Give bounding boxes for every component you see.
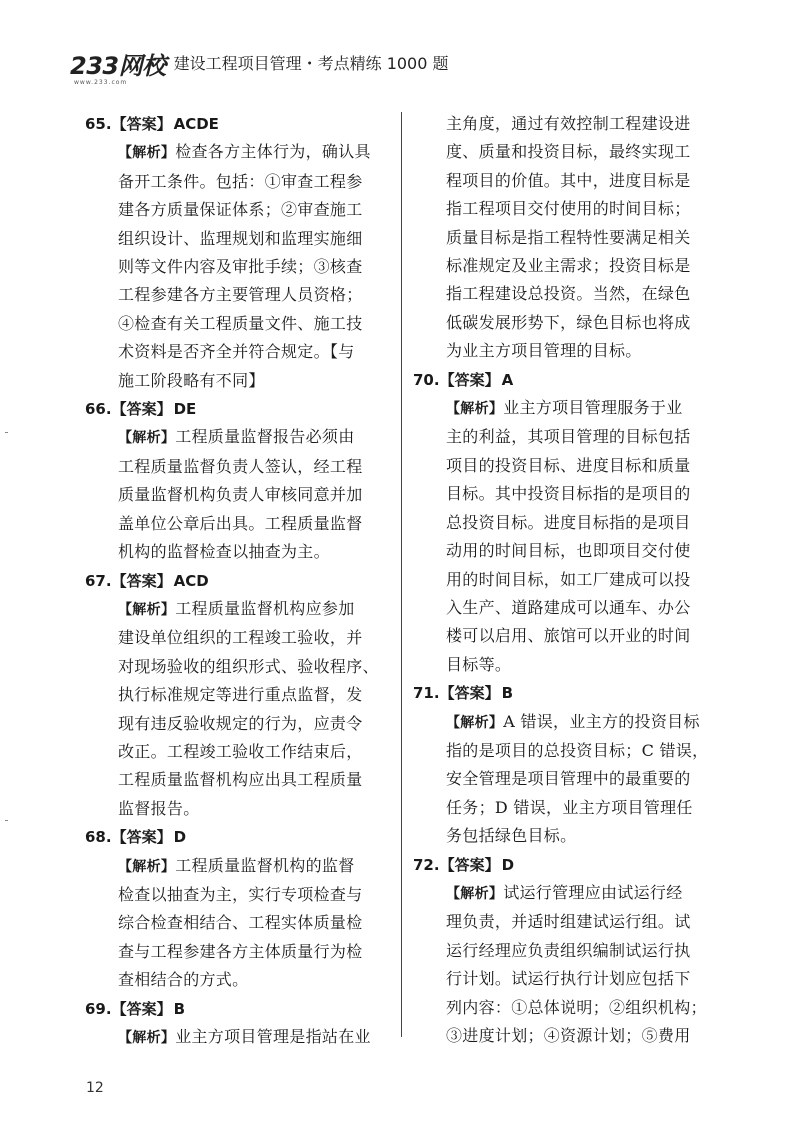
explanation-text: A 错误，业主方的投资目标 bbox=[503, 711, 700, 731]
page-header bbox=[70, 46, 449, 86]
answer-label: 【答案】 bbox=[111, 400, 172, 419]
explanation-line bbox=[118, 1023, 380, 1052]
explanation-line bbox=[446, 937, 713, 965]
explanation-label: 【解析】 bbox=[118, 858, 176, 875]
logo-text: 233网校 bbox=[70, 52, 166, 80]
explanation-line bbox=[118, 367, 380, 395]
explanation-line bbox=[118, 766, 380, 794]
explanation-text: 工程参建各方主要管理人员资格； bbox=[118, 285, 363, 305]
book-title: 建设工程项目管理・考点精练 1000 题 bbox=[173, 54, 449, 73]
explanation-line bbox=[118, 795, 380, 823]
explanation-text: 术资料是否齐全并符合规定。【与 bbox=[118, 342, 355, 362]
explanation-line bbox=[446, 509, 713, 537]
explanation-text: 施工阶段略有不同】 bbox=[118, 370, 265, 390]
explanation-text: 业主方项目管理服务于业 bbox=[503, 398, 683, 418]
question-answer-line bbox=[413, 679, 713, 707]
explanation-line bbox=[118, 653, 380, 681]
explanation-text: 工程质量监督负责人签认，经工程 bbox=[118, 456, 363, 476]
explanation-line bbox=[446, 908, 713, 936]
explanation-line bbox=[118, 253, 380, 281]
question-answer-line bbox=[85, 823, 380, 851]
answer-value: ACD bbox=[173, 571, 209, 590]
answer-value: DE bbox=[173, 400, 197, 419]
explanation-line bbox=[118, 909, 380, 937]
explanation-line bbox=[118, 481, 380, 509]
explanation-text: 主的利益，其项目管理的目标包括 bbox=[446, 427, 691, 447]
explanation-text: 务包括绿色目标。 bbox=[446, 826, 577, 846]
explanation-line bbox=[446, 765, 713, 793]
explanation-text: 查与工程参建各方主体质量行为检 bbox=[118, 941, 363, 961]
answer-label: 【答案】 bbox=[111, 999, 172, 1018]
explanation-line bbox=[118, 681, 380, 709]
explanation-line bbox=[446, 965, 713, 993]
explanation-line bbox=[118, 338, 380, 366]
explanation-text: 用的时间目标，如工厂建成可以投 bbox=[446, 569, 691, 589]
explanation-text: 检查各方主体行为，确认具 bbox=[175, 142, 371, 162]
explanation-text: 综合检查相结合、工程实体质量检 bbox=[118, 913, 363, 933]
explanation-line bbox=[118, 281, 380, 309]
question-number: 67. bbox=[85, 571, 112, 590]
explanation-label: 【解析】 bbox=[446, 714, 504, 731]
explanation-text: 机构的监督检查以抽查为主。 bbox=[118, 542, 330, 562]
explanation-text: 建设单位组织的工程竣工验收，并 bbox=[118, 628, 363, 648]
explanation-line: 指工程建设总投资。当然，在绿色 bbox=[446, 284, 691, 304]
explanation-line bbox=[446, 566, 713, 594]
explanation-line: 主角度，通过有效控制工程建设进 bbox=[446, 114, 691, 133]
explanation-line bbox=[446, 708, 713, 737]
answer-value: D bbox=[173, 828, 187, 847]
explanation-line: 质量目标是指工程特性要满足相关 bbox=[446, 227, 691, 247]
explanation-line bbox=[446, 594, 713, 622]
answer-value: B bbox=[501, 684, 514, 703]
column-divider bbox=[401, 112, 402, 1037]
right-column bbox=[413, 110, 713, 1050]
explanation-text: 行计划。试运行执行计划应包括下 bbox=[446, 969, 691, 989]
answer-label: 【答案】 bbox=[111, 115, 172, 133]
explanation-text: 改正。工程竣工验收工作结束后， bbox=[118, 741, 363, 761]
explanation-text: ④检查有关工程质量文件、施工技 bbox=[118, 313, 363, 333]
explanation-line bbox=[118, 510, 380, 538]
explanation-label: 【解析】 bbox=[446, 401, 504, 418]
logo-url: www.233.com bbox=[74, 79, 128, 86]
explanation-line bbox=[118, 453, 380, 481]
explanation-line bbox=[446, 537, 713, 565]
explanation-line bbox=[446, 394, 713, 423]
explanation-line: 标准规定及业主需求；投资目标是 bbox=[446, 256, 691, 276]
explanation-text: 工程质量监督机构应出具工程质量 bbox=[118, 770, 363, 790]
explanation-line bbox=[118, 624, 380, 652]
explanation-text: 安全管理是项目管理中的最重要的 bbox=[446, 769, 691, 789]
explanation-line bbox=[118, 738, 380, 766]
explanation-line bbox=[446, 423, 713, 451]
explanation-text: ③进度计划；④资源计划；⑤费用 bbox=[446, 1026, 691, 1045]
explanation-line bbox=[118, 423, 380, 452]
publisher-logo bbox=[70, 53, 166, 86]
explanation-text: 总投资目标。进度目标指的是项目 bbox=[446, 512, 691, 532]
explanation-line bbox=[118, 310, 380, 338]
explanation-line bbox=[118, 196, 380, 224]
question-answer-line bbox=[413, 366, 713, 394]
explanation-line bbox=[446, 622, 713, 650]
explanation-text: 对现场验收的组织形式、验收程序、 bbox=[118, 656, 379, 676]
explanation-line bbox=[446, 452, 713, 480]
explanation-line: 为业主方项目管理的目标。 bbox=[446, 341, 642, 361]
explanation-line bbox=[118, 938, 380, 966]
explanation-line bbox=[446, 822, 713, 850]
question-number: 66. bbox=[85, 400, 112, 419]
explanation-line bbox=[446, 994, 713, 1022]
explanation-text: 检查以抽查为主，实行专项检查与 bbox=[118, 884, 363, 904]
answer-value: D bbox=[501, 855, 515, 874]
question-number: 65. bbox=[85, 115, 112, 133]
explanation-text: 运行经理应负责组织编制试运行执 bbox=[446, 940, 691, 960]
scan-edge-mark bbox=[5, 432, 8, 433]
answer-value: ACDE bbox=[173, 115, 219, 133]
explanation-line: 程项目的价值。其中，进度目标是 bbox=[446, 170, 691, 190]
explanation-label: 【解析】 bbox=[118, 145, 176, 162]
question-number: 68. bbox=[85, 828, 112, 847]
explanation-line bbox=[446, 737, 713, 765]
answer-label: 【答案】 bbox=[439, 684, 500, 703]
page-number: 12 bbox=[86, 1080, 104, 1096]
explanation-line: 指工程项目交付使用的时间目标； bbox=[446, 199, 691, 219]
explanation-text: 查相结合的方式。 bbox=[118, 970, 249, 990]
explanation-text: 目标等。 bbox=[446, 654, 512, 674]
explanation-text: 则等文件内容及审批手续；③核查 bbox=[118, 257, 363, 277]
answer-value: A bbox=[501, 370, 514, 389]
answer-label: 【答案】 bbox=[439, 370, 500, 389]
explanation-line: 度、质量和投资目标，最终实现工 bbox=[446, 142, 691, 162]
explanation-text: 现有违反验收规定的行为，应责令 bbox=[118, 713, 363, 733]
explanation-line bbox=[446, 1022, 713, 1050]
answer-label: 【答案】 bbox=[111, 828, 172, 847]
explanation-text: 建各方质量保证体系；②审查施工 bbox=[118, 200, 363, 220]
explanation-line bbox=[118, 881, 380, 909]
explanation-label: 【解析】 bbox=[118, 430, 176, 447]
explanation-line bbox=[446, 480, 713, 508]
question-answer-line bbox=[85, 995, 380, 1023]
answer-value: B bbox=[173, 999, 186, 1018]
explanation-text: 备开工条件。包括：①审查工程参 bbox=[118, 171, 363, 191]
explanation-line bbox=[118, 225, 380, 253]
scan-edge-mark bbox=[5, 820, 8, 821]
question-number: 70. bbox=[413, 370, 440, 389]
explanation-text: 业主方项目管理是指站在业 bbox=[175, 1027, 371, 1046]
explanation-line bbox=[446, 651, 713, 679]
explanation-text: 入生产、道路建成可以通车、办公 bbox=[446, 597, 691, 617]
explanation-text: 组织设计、监理规划和监理实施细 bbox=[118, 228, 363, 248]
explanation-line bbox=[118, 538, 380, 566]
question-answer-line bbox=[85, 395, 380, 423]
explanation-text: 质量监督机构负责人审核同意并加 bbox=[118, 485, 363, 505]
explanation-text: 列内容：①总体说明；②组织机构； bbox=[446, 997, 707, 1017]
explanation-text: 楼可以启用、旅馆可以开业的时间 bbox=[446, 626, 691, 646]
explanation-label: 【解析】 bbox=[446, 885, 504, 902]
explanation-line bbox=[118, 966, 380, 994]
explanation-text: 动用的时间目标，也即项目交付使 bbox=[446, 541, 691, 561]
explanation-text: 试运行管理应由试运行经 bbox=[503, 882, 683, 902]
answer-label: 【答案】 bbox=[439, 855, 500, 874]
explanation-text: 执行标准规定等进行重点监督，发 bbox=[118, 685, 363, 705]
explanation-label: 【解析】 bbox=[118, 1030, 176, 1046]
left-column bbox=[85, 110, 380, 1052]
explanation-text: 工程质量监督机构的监督 bbox=[175, 855, 355, 875]
explanation-line: 低碳发展形势下，绿色目标也将成 bbox=[446, 312, 691, 332]
explanation-line bbox=[118, 852, 380, 881]
explanation-text: 目标。其中投资目标指的是项目的 bbox=[446, 484, 691, 504]
question-answer-line bbox=[85, 567, 380, 595]
explanation-line bbox=[446, 794, 713, 822]
explanation-text: 工程质量监督机构应参加 bbox=[175, 598, 355, 618]
answer-label: 【答案】 bbox=[111, 571, 172, 590]
explanation-line bbox=[118, 595, 380, 624]
question-number: 72. bbox=[413, 855, 440, 874]
explanation-line bbox=[118, 710, 380, 738]
explanation-line bbox=[118, 138, 380, 167]
question-answer-line bbox=[413, 851, 713, 879]
explanation-text: 监督报告。 bbox=[118, 798, 200, 818]
explanation-line bbox=[446, 879, 713, 908]
explanation-text: 任务；D 错误，业主方项目管理任 bbox=[446, 797, 693, 817]
explanation-text: 项目的投资目标、进度目标和质量 bbox=[446, 455, 691, 475]
explanation-line bbox=[118, 168, 380, 196]
question-number: 71. bbox=[413, 684, 440, 703]
explanation-text: 工程质量监督报告必须由 bbox=[175, 427, 355, 447]
explanation-text: 理负责，并适时组建试运行组。试 bbox=[446, 912, 691, 932]
explanation-text: 指的是项目的总投资目标；C 错误， bbox=[446, 740, 709, 760]
question-answer-line bbox=[85, 110, 380, 138]
question-number: 69. bbox=[85, 999, 112, 1018]
explanation-text: 盖单位公章后出具。工程质量监督 bbox=[118, 513, 363, 533]
explanation-label: 【解析】 bbox=[118, 601, 176, 618]
